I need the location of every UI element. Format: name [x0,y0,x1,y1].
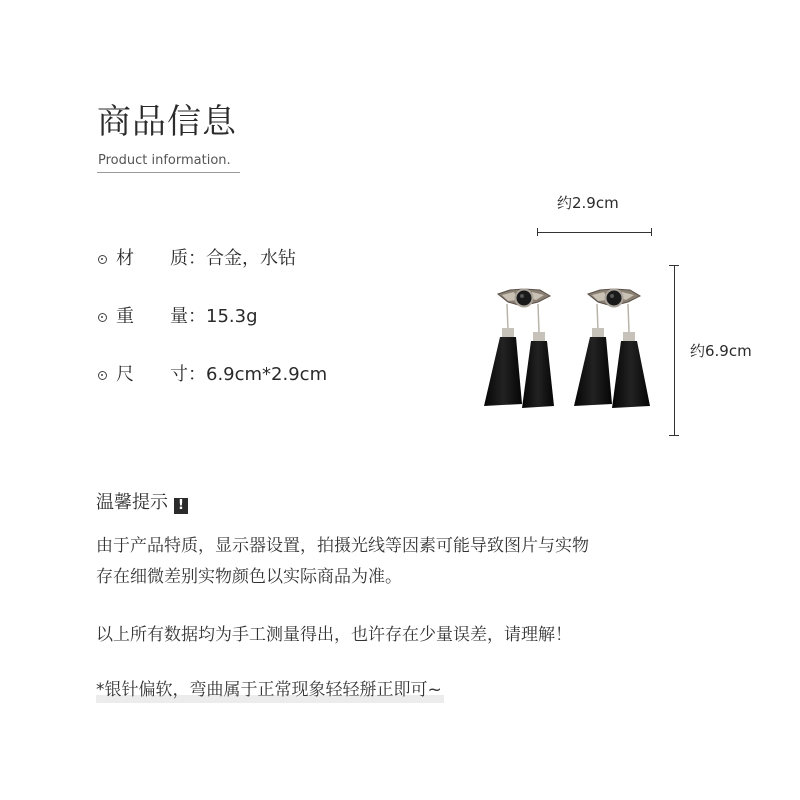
spec-key-2: 量： [170,306,206,327]
notice-title [96,490,188,516]
width-tick-left [537,228,538,236]
earring-left [484,289,554,408]
height-line [674,265,675,436]
bullet-circle-icon [98,371,107,380]
spec-material [98,244,296,274]
spec-key-1: 材 [116,248,134,269]
spec-key-1: 重 [116,306,134,327]
bullet-circle-icon [98,255,107,264]
height-tick-bottom [669,435,679,436]
subtitle-underline [97,172,240,173]
bullet-circle-icon [98,313,107,322]
spec-key-2: 质： [170,248,206,269]
spec-value: 合金，水钻 [206,248,296,269]
width-line [537,232,652,233]
spec-key-2: 寸： [170,364,206,385]
warning-icon: ! [174,498,188,514]
page-title: 商品信息 [97,102,237,142]
product-image-earrings [478,280,658,420]
spec-size [98,360,327,390]
height-label: 约6.9cm [690,342,752,360]
width-label: 约2.9cm [557,194,619,212]
height-tick-top [669,265,679,266]
spec-value: 15.3g [206,306,258,327]
notice-paragraph-2: 以上所有数据均为手工测量得出，也许存在少量误差，请理解！ [96,625,572,645]
notice-paragraph-3: *银针偏软，弯曲属于正常现象轻轻掰正即可~ [96,680,442,700]
earring-right [574,289,650,408]
page-subtitle: Product information. [98,153,231,168]
spec-weight [98,302,258,332]
width-tick-right [651,228,652,236]
notice-title-text: 温馨提示 [96,492,168,513]
notice-paragraph-1-line-2: 存在细微差别实物颜色以实际商品为准。 [96,567,402,587]
spec-key-1: 尺 [116,364,134,385]
notice-paragraph-1-line-1: 由于产品特质，显示器设置，拍摄光线等因素可能导致图片与实物 [96,536,589,556]
spec-value: 6.9cm*2.9cm [206,364,328,385]
